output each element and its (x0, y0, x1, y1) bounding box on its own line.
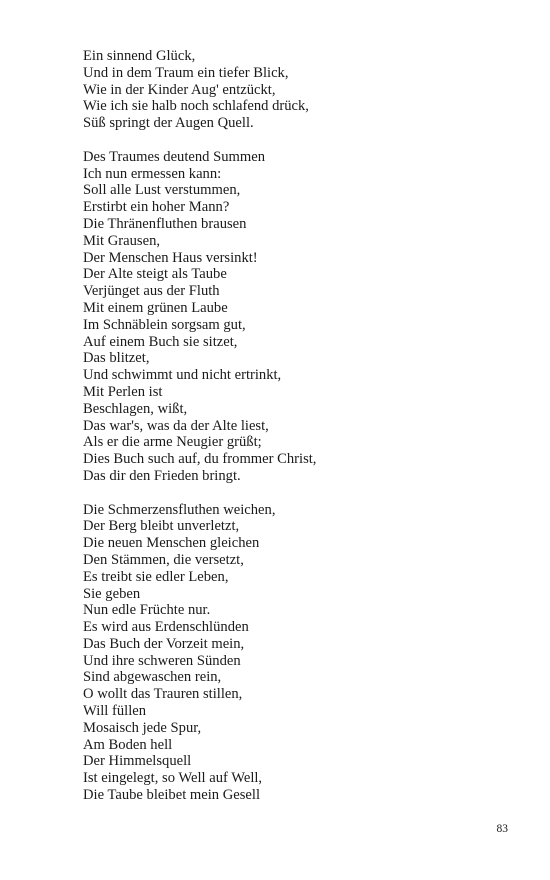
poem-line: Auf einem Buch sie sitzet, (83, 333, 238, 350)
poem-line: Und schwimmt und nicht ertrinkt, (83, 367, 282, 384)
poem-line: Ein sinnend Glück, (83, 48, 196, 64)
stanza (83, 48, 503, 132)
poem-line: Wie ich sie halb noch schlafend drück, (83, 98, 309, 115)
poem-line: Den Stämmen, die versetzt, (83, 551, 244, 568)
poem-line: Der Menschen Haus versinkt! (83, 249, 258, 266)
poem-line: Sie geben (83, 585, 141, 602)
poem-line: Es wird aus Erdenschlünden (83, 619, 249, 636)
poem-line: Dies Buch such auf, du frommer Christ, (83, 451, 317, 468)
poem-line: Die Schmerzensfluthen weichen, (83, 501, 276, 518)
poem-line: Das Buch der Vorzeit mein, (83, 635, 245, 652)
poem-line: Sind abgewaschen rein, (83, 669, 222, 686)
stanza (83, 149, 503, 485)
poem-line: Des Traumes deutend Summen (83, 148, 266, 165)
poem-line: Mit Grausen, (83, 232, 161, 249)
stanza (83, 502, 503, 804)
poem-text (83, 48, 503, 804)
poem-line: Die Thränenfluthen brausen (83, 215, 247, 232)
poem-line: Mosaisch jede Spur, (83, 719, 202, 736)
poem-line: Ist eingelegt, so Well auf Well, (83, 770, 263, 787)
poem-line: Ich nun ermessen kann: (83, 165, 222, 182)
poem-line: Mit Perlen ist (83, 383, 163, 400)
poem-line: Das dir den Frieden bringt. (83, 467, 241, 484)
poem-line: Mit einem grünen Laube (83, 299, 228, 316)
poem-line: Am Boden hell (83, 736, 173, 753)
page-number: 83 (496, 823, 508, 835)
poem-line: Der Alte steigt als Taube (83, 266, 227, 283)
poem-line: Der Berg bleibt unverletzt, (83, 518, 240, 535)
poem-line: Die Taube bleibet mein Gesell (83, 787, 261, 804)
poem-line: Die neuen Menschen gleichen (83, 535, 260, 552)
poem-line: Süß springt der Augen Quell. (83, 115, 254, 132)
poem-line: Es treibt sie edler Leben, (83, 568, 229, 585)
poem-line: Als er die arme Neugier grüßt; (83, 434, 262, 451)
poem-line: Beschlagen, wißt, (83, 400, 188, 417)
poem-line: Und in dem Traum ein tiefer Blick, (83, 64, 289, 81)
poem-line: Soll alle Lust verstummen, (83, 182, 241, 199)
poem-line: Will füllen (83, 703, 147, 720)
poem-line: O wollt das Trauren stillen, (83, 686, 243, 703)
poem-line: Das blitzet, (83, 350, 150, 367)
poem-line: Im Schnäblein sorgsam gut, (83, 316, 246, 333)
poem-line: Wie in der Kinder Aug' entzückt, (83, 81, 276, 98)
poem-line: Das war's, was da der Alte liest, (83, 417, 269, 434)
poem-line: Und ihre schweren Sünden (83, 652, 241, 669)
poem-line: Der Himmelsquell (83, 753, 192, 770)
poem-line: Nun edle Früchte nur. (83, 602, 211, 619)
poem-line: Verjünget aus der Fluth (83, 283, 220, 300)
poem-line: Erstirbt ein hoher Mann? (83, 199, 230, 216)
